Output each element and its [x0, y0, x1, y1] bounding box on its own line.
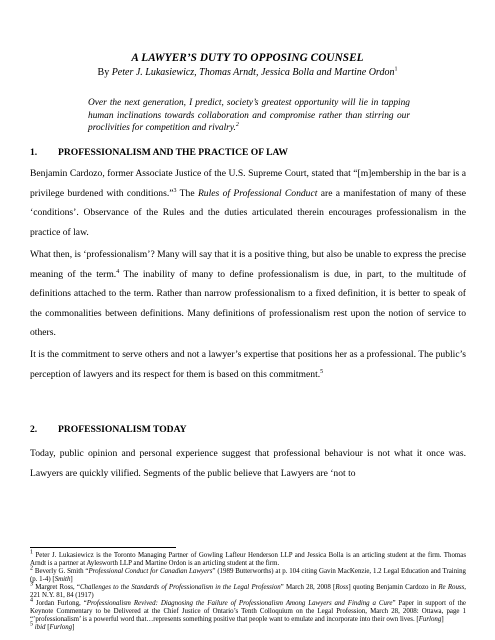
- paragraph-text: are a manifestation of many of these ‘conditions’. Observance of the Rules and the duties articulated therein encourages professionalism in the practice of law.: [30, 187, 466, 238]
- footnote-text: ]: [441, 616, 444, 624]
- footnote-text: , 221 N.Y. 81, 84 (1917): [30, 584, 467, 600]
- footnote-ref: 3: [173, 187, 177, 194]
- footnote-text: ]: [72, 624, 75, 632]
- footnote-number: 1: [30, 549, 33, 556]
- footnote-ref: 5: [320, 368, 324, 375]
- footnote-italic-text: ibid: [34, 624, 46, 632]
- footnote-text: Jordan Furlong, “: [35, 600, 87, 608]
- author-line: [0, 67, 495, 78]
- footnote-ref: 2: [235, 122, 239, 129]
- paragraph-text: It is the commitment to serve others and not a lawyer’s expertise that positions her as a professional. The public’s perception of lawyers and its respect for them is based on this commitment.: [30, 349, 466, 380]
- footnote: [30, 624, 466, 632]
- footnote-text: ” (1989 Butterworths) at p. 104 citing Gavin MacKenzie, 1.2 Legal Education and Training (p. 1-4) [: [30, 568, 466, 584]
- paragraph: [30, 245, 466, 343]
- section-heading-1: [30, 147, 288, 158]
- section-title: PROFESSIONALISM TODAY: [58, 424, 187, 435]
- author-names: Peter J. Lukasiewicz, Thomas Arndt, Jessica Bolla and Martine Ordon: [111, 67, 395, 78]
- paragraph-text: The inability of many to define professionalism is due, in part, to the multitude of definitions attached to the term. Rather than narrow professionalism to a fixed definition, it is better to speak of the commonalities between definitions. Many definitions of professionalism rest upon the notion of service to others.: [30, 268, 467, 339]
- footnote-number: 4: [30, 597, 33, 604]
- epigraph-text: Over the next generation, I predict, society’s greatest opportunity will lie in tapping human inclinations towards collaboration and compromise rather than stirring our proclivities for competition and rivalry.: [88, 98, 410, 134]
- footnote-text: [: [45, 624, 50, 632]
- footnote-text: ” Paper in support of the Keynote Commentary to be Delivered at the Chief Justice of Ontario’s Tenth Colloquium on the Legal Profession, March 28, 2008: Ottawa, page 1 “’professionalism’ is a powerful word that…represents something positive that people want to emulate and incorporate into their own lives. [: [30, 600, 466, 624]
- paragraph-text: Benjamin Cardozo, former Associate Justice of the U.S. Supreme Court, stated that “[m]embership in the bar is a privilege burdened with conditions.”: [30, 168, 466, 199]
- footnote-italic-text: Professional Conduct for Canadian Lawyers: [88, 568, 213, 576]
- footnote-text: Peter J. Lukasiewicz is the Toronto Managing Partner of Gowling Lafleur Henderson LLP and Jessica Bolla is an articling student at the firm. Thomas Arndt is a partner at Aylesworth LLP and Martine Ordon is an articling student at the firm.: [30, 552, 467, 568]
- paragraph-text: Today, public opinion and personal experience suggest that professional behaviour is not what it once was. Lawyers are quickly vilified. Segments of the public believe that Lawyers are ‘not to: [30, 448, 466, 479]
- footnote-italic-text: Furlong: [418, 616, 442, 624]
- footnote-text: ” March 28, 2008 [: [280, 584, 336, 592]
- footnote-separator: [30, 547, 176, 548]
- footnote-text: ] quoting Benjamin Cardozo in: [348, 584, 439, 592]
- footnote-number: 2: [30, 565, 33, 572]
- footnote-italic-text: Re Rouss: [438, 584, 465, 592]
- footnote-italic-text: Ross: [335, 584, 349, 592]
- document-title: A LAWYER’S DUTY TO OPPOSING COUNSEL: [131, 52, 364, 64]
- footnote-text: ]: [70, 576, 73, 584]
- paragraph: [30, 444, 466, 483]
- epigraph: [88, 97, 410, 135]
- footnote-ref: 4: [116, 268, 120, 275]
- footnote-text: Beverly G. Smith “: [34, 568, 89, 576]
- footnote-italic-text: Challenges to the Standards of Professionalism in the Legal Profession: [79, 584, 281, 592]
- author-prefix: By: [97, 67, 112, 78]
- footnote-italic-text: Furlong: [49, 624, 73, 632]
- footnote: [30, 549, 467, 568]
- footnote-text: Margret Ross, “: [35, 584, 80, 592]
- paragraph-italic-text: Rules of Professional Conduct: [197, 187, 318, 199]
- paragraph: [30, 345, 466, 384]
- paragraph-text: What then, is ‘professionalism’? Many will say that it is a positive thing, but also be unable to express the precise meaning of the term.: [30, 249, 466, 280]
- section-heading-2: [30, 424, 187, 435]
- section-number: 1.: [30, 147, 38, 158]
- section-number: 2.: [30, 424, 38, 435]
- footnote-italic-text: Smith: [54, 576, 71, 584]
- footnotes: [30, 549, 467, 632]
- footnote: [30, 581, 467, 600]
- footnote-ref: 1: [394, 66, 398, 73]
- footnote-number: 5: [30, 622, 33, 629]
- paragraph: [30, 164, 466, 242]
- paragraph-text: The: [176, 187, 198, 199]
- footnote-italic-text: Professionalism Revived: Diagnosing the Failure of Professionalism Among Lawyers and Finding a Cure: [86, 600, 393, 608]
- footnote: [30, 597, 466, 624]
- footnote: [30, 565, 466, 584]
- section-title: PROFESSIONALISM AND THE PRACTICE OF LAW: [58, 147, 289, 158]
- footnote-number: 3: [30, 581, 33, 588]
